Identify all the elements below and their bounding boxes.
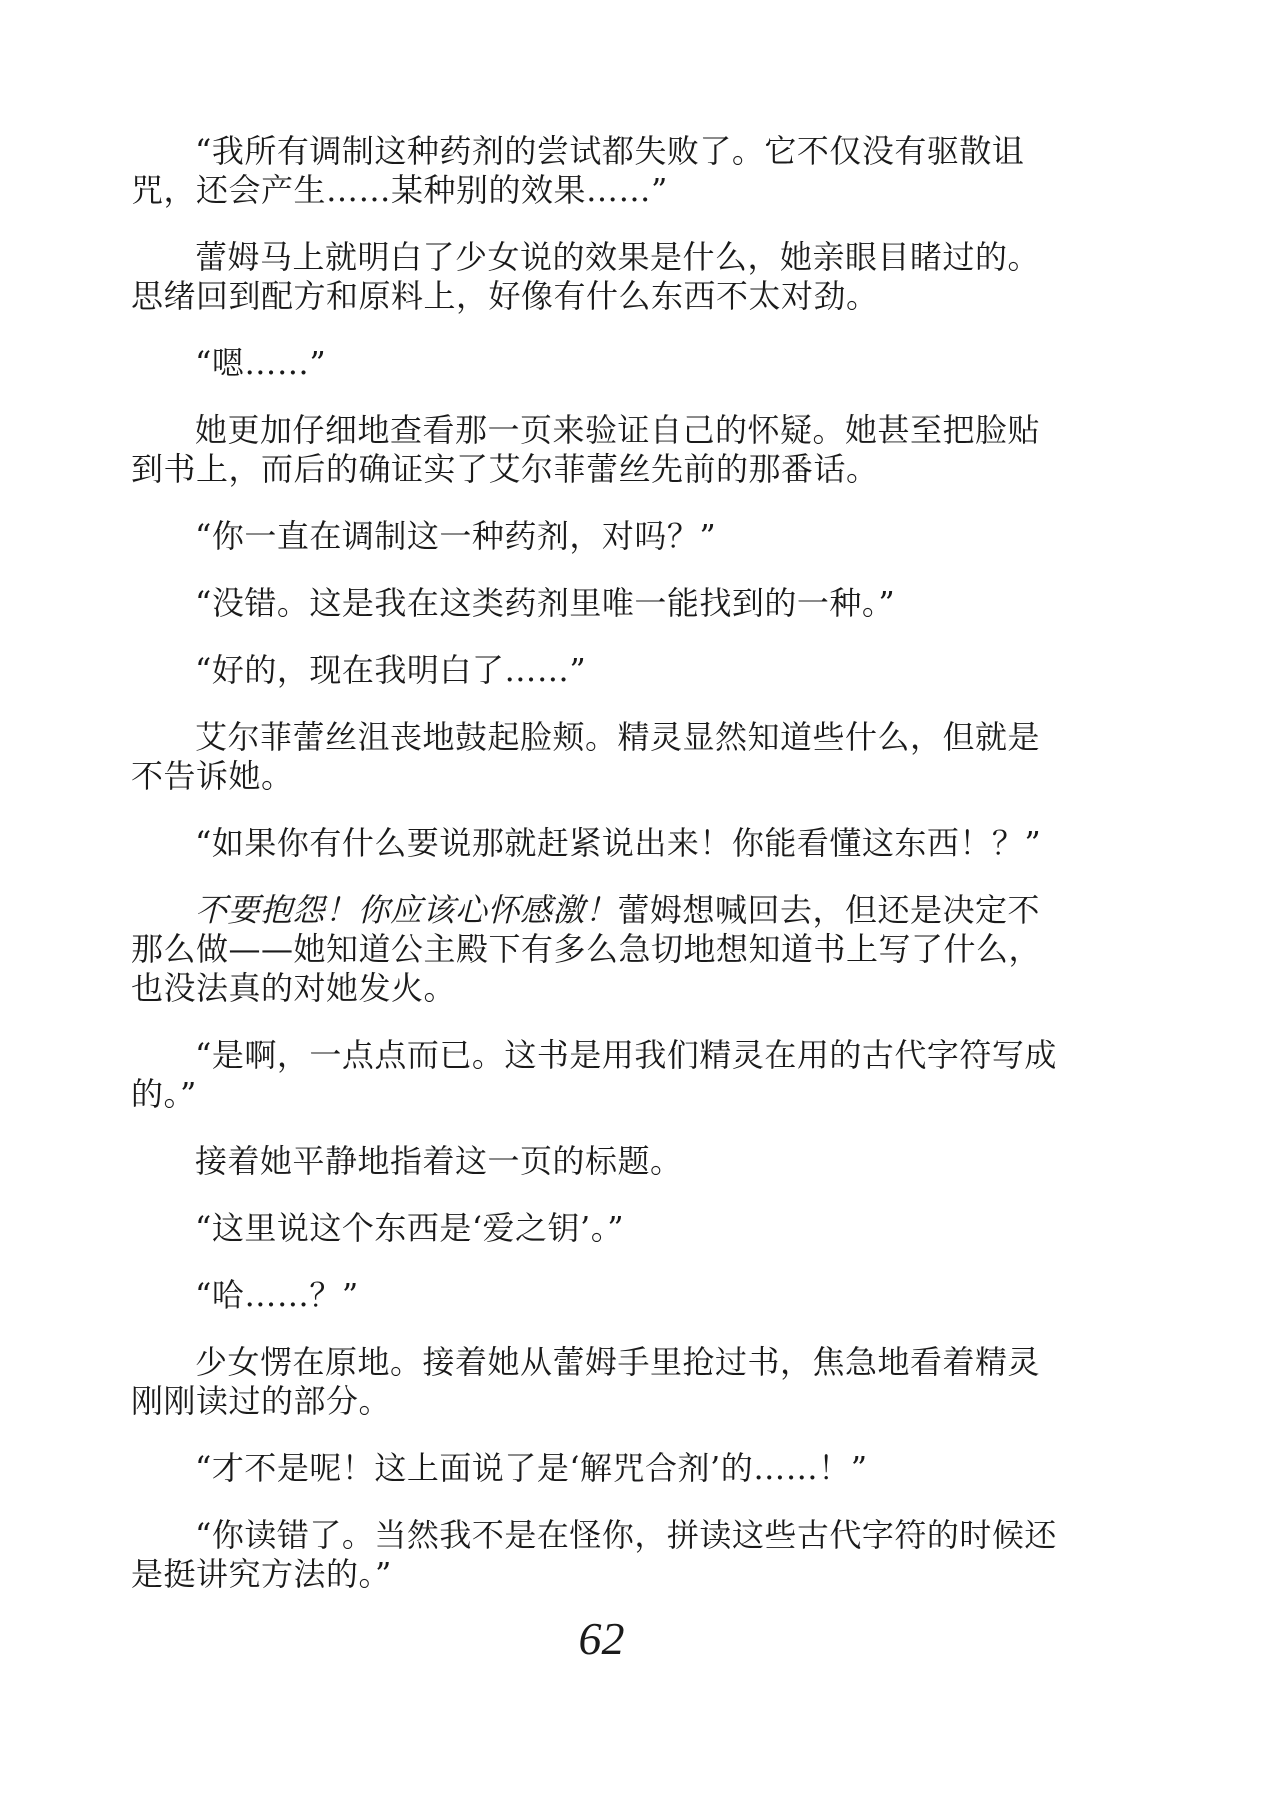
paragraph: “我所有调制这种药剂的尝试都失败了。它不仅没有驱散诅咒，还会产生……某种别的效果……” xyxy=(131,132,1025,209)
paragraph: 蕾姆马上就明白了少女说的效果是什么，她亲眼目睹过的。思绪回到配方和原料上，好像有什么东西不太对劲。 xyxy=(131,238,1041,315)
paragraph: 她更加仔细地查看那一页来验证自己的怀疑。她甚至把脸贴到书上，而后的确证实了艾尔菲蕾丝先前的那番话。 xyxy=(131,411,1041,488)
page-number: 62 xyxy=(578,1613,625,1664)
paragraph-with-italic xyxy=(131,891,1061,1008)
paragraph: “没错。这是我在这类药剂里唯一能找到的一种。” xyxy=(195,584,896,622)
paragraph: “是啊，一点点而已。这书是用我们精灵在用的古代字符写成的。” xyxy=(131,1036,1057,1113)
paragraph: “嗯……” xyxy=(195,344,327,382)
paragraph: 接着她平静地指着这一页的标题。 xyxy=(195,1142,683,1180)
paragraph: “好的，现在我明白了……” xyxy=(195,651,587,689)
paragraph-rest: 蕾姆想喊回去，但还是决定不那么做——她知道公主殿下有多么急切地想知道书上写了什么，也没法真的对她发火。 xyxy=(131,891,1042,1007)
paragraph: “才不是呢！这上面说了是‘解咒合剂’的……！” xyxy=(195,1449,868,1487)
paragraph: 少女愣在原地。接着她从蕾姆手里抢过书，焦急地看着精灵刚刚读过的部分。 xyxy=(131,1343,1041,1420)
paragraph: “你一直在调制这一种药剂，对吗？” xyxy=(195,517,717,555)
paragraph: 艾尔菲蕾丝沮丧地鼓起脸颊。精灵显然知道些什么，但就是不告诉她。 xyxy=(131,718,1041,795)
paragraph: “哈……？” xyxy=(195,1276,359,1314)
paragraph: “如果你有什么要说那就赶紧说出来！你能看懂这东西！？” xyxy=(195,824,1042,862)
page-body xyxy=(131,132,1061,1622)
paragraph: “这里说这个东西是‘爱之钥’。” xyxy=(195,1209,625,1247)
italic-thought: 不要抱怨！你应该心怀感激！ xyxy=(195,891,618,929)
paragraph: “你读错了。当然我不是在怪你，拼读这些古代字符的时候还是挺讲究方法的。” xyxy=(131,1516,1057,1593)
